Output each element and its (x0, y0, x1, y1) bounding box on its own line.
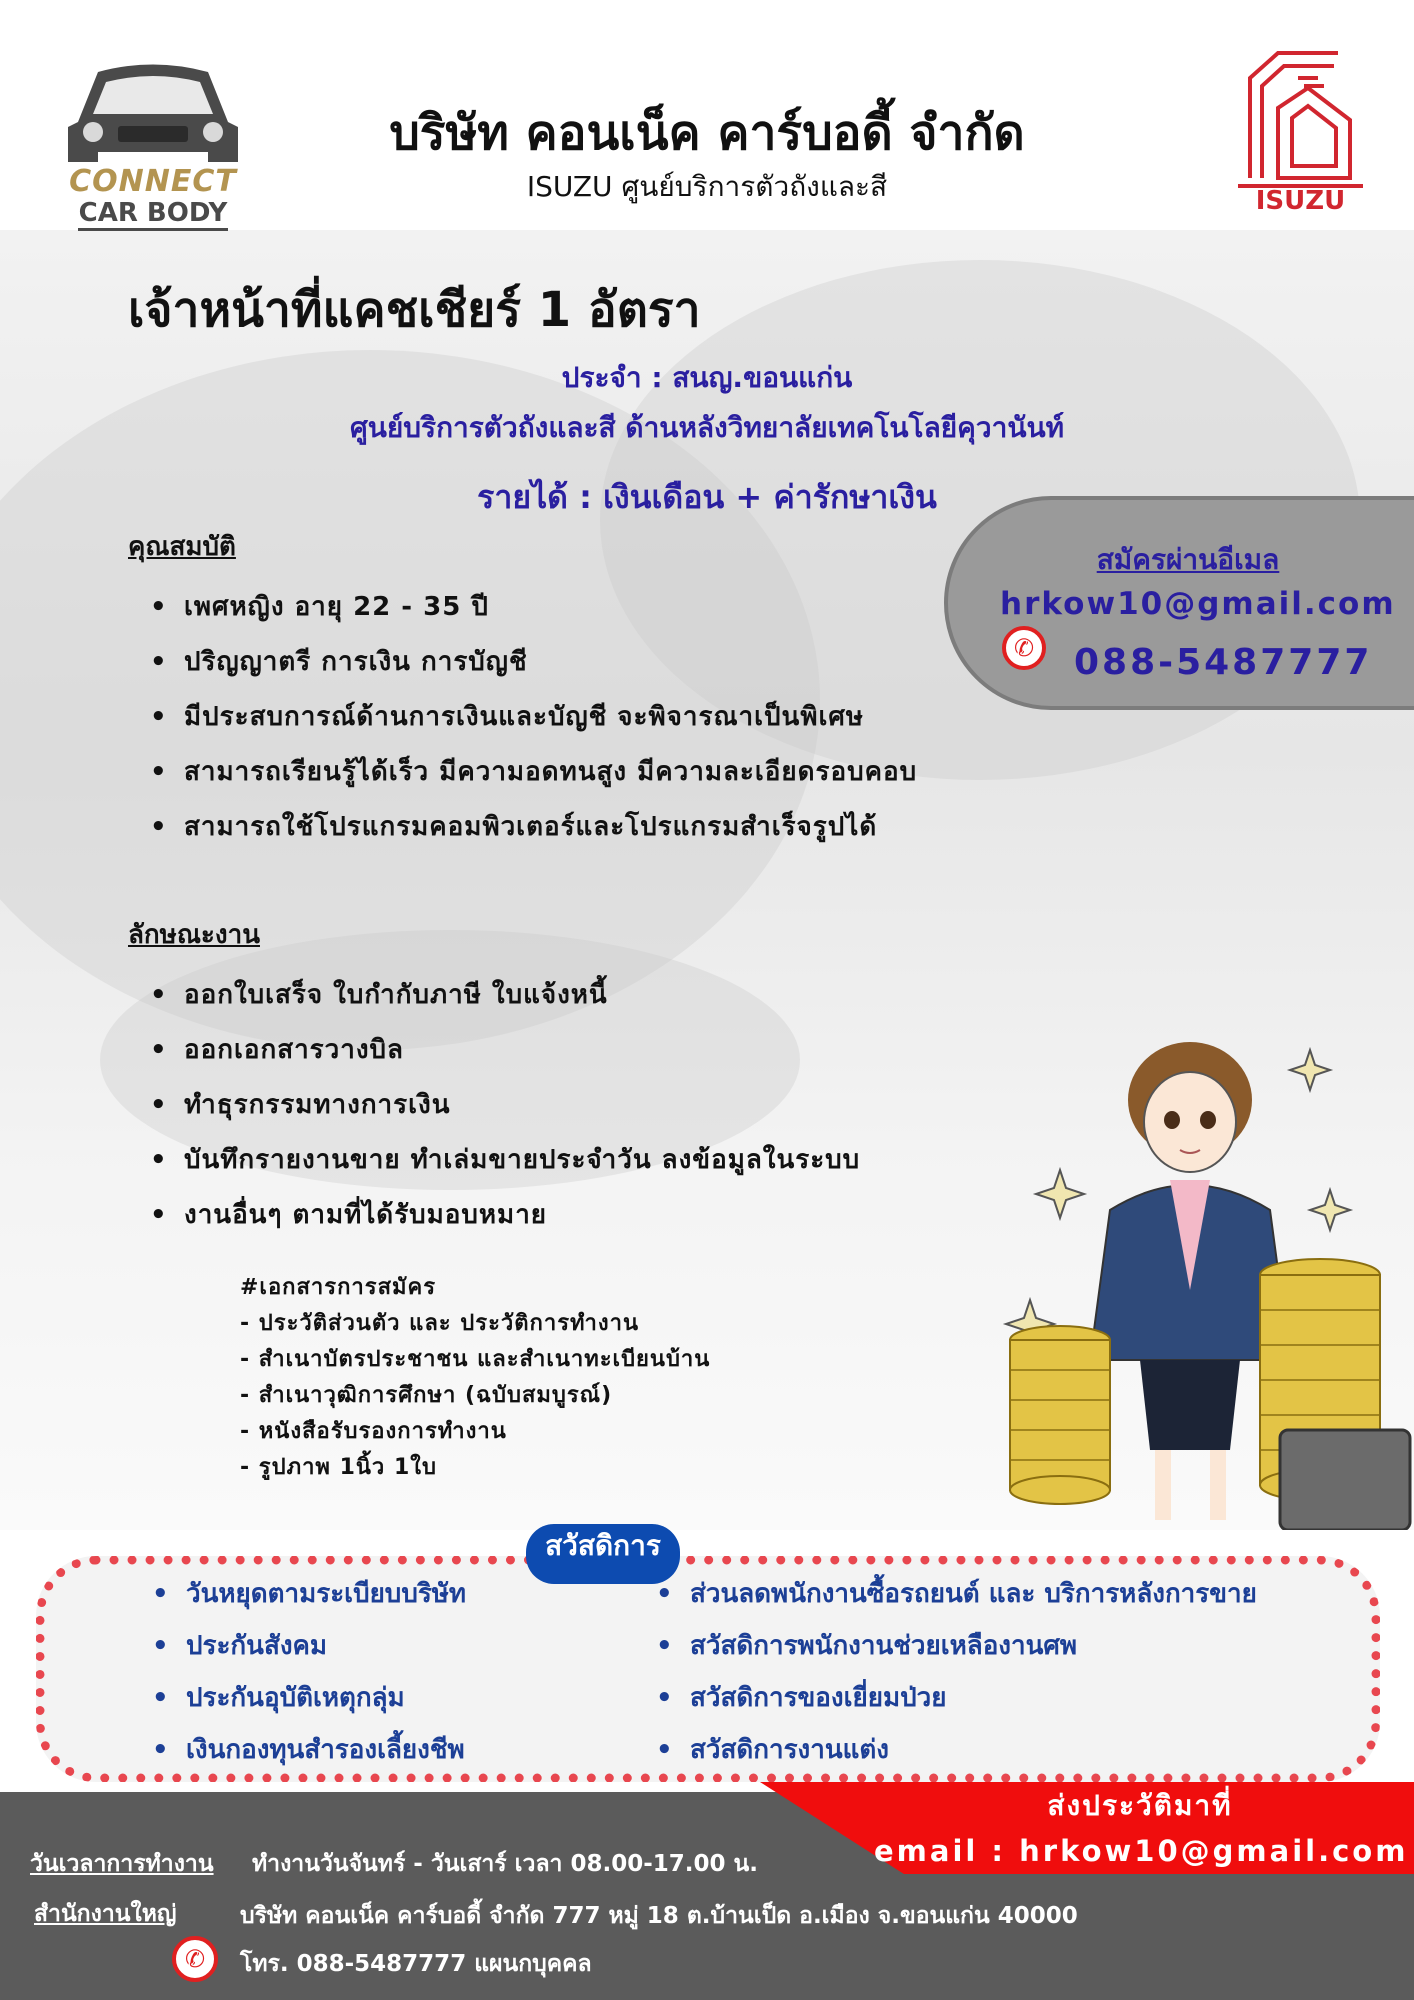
footer-phone[interactable]: โทร. 088-5487777 แผนกบุคคล (240, 1951, 592, 1977)
document-item: - สำเนาวุฒิการศึกษา (ฉบับสมบูรณ์) (240, 1383, 613, 1408)
list-item: • เงินกองทุนสำรองเลี้ยงชีพ (130, 1724, 466, 1776)
cashier-illustration (990, 1030, 1414, 1530)
qualifications-list (128, 580, 917, 855)
list-item: • สามารถเรียนรู้ได้เร็ว มีความอดทนสูง มีความละเอียดรอบคอบ (128, 745, 917, 800)
duties-list (128, 968, 860, 1243)
apply-email-link[interactable]: hrkow10@gmail.com (1000, 586, 1396, 622)
list-item: • ประกันสังคม (130, 1620, 466, 1672)
qualifications-heading: คุณสมบัติ (128, 532, 236, 562)
company-subtitle: ISUZU ศูนย์บริการตัวถังและสี (526, 170, 888, 203)
list-item: • เพศหญิง อายุ 22 - 35 ปี (128, 580, 917, 635)
logo-text-connect: CONNECT (69, 164, 237, 199)
company-name: บริษัท คอนเน็ค คาร์บอดี้ จำกัด (389, 105, 1025, 161)
document-item: - หนังสือรับรองการทำงาน (240, 1419, 507, 1444)
list-item: • ทำธุรกรรมทางการเงิน (128, 1078, 860, 1133)
list-item: • ปริญญาตรี การเงิน การบัญชี (128, 635, 917, 690)
list-item: • บันทึกรายงานขาย ทำเล่มขายประจำวัน ลงข้อมูลในระบบ (128, 1133, 860, 1188)
list-item: • สวัสดิการงานแต่ง (634, 1724, 1257, 1776)
list-item: • สามารถใช้โปรแกรมคอมพิวเตอร์และโปรแกรมสำเร็จรูปได้ (128, 800, 917, 855)
working-hours-label: วันเวลาการทำงาน (30, 1851, 214, 1877)
list-item: • ประกันอุบัติเหตุกลุ่ม (130, 1672, 466, 1724)
isuzu-logo (1238, 48, 1363, 218)
job-title: เจ้าหน้าที่แคชเชียร์ 1 อัตรา (128, 282, 701, 338)
apply-phone[interactable]: 088-5487777 (1074, 642, 1373, 683)
list-item: • สวัสดิการของเยี่ยมป่วย (634, 1672, 1257, 1724)
list-item: • งานอื่นๆ ตามที่ได้รับมอบหมาย (128, 1188, 860, 1243)
job-income: รายได้ : เงินเดือน + ค่ารักษาเงิน (477, 478, 937, 516)
isuzu-wordmark: ISUZU (1255, 186, 1346, 216)
job-location: ประจำ : สนญ.ขอนแก่น (561, 361, 853, 394)
head-office-label: สำนักงานใหญ่ (34, 1901, 177, 1927)
logo-text-car-body: CAR BODY (78, 198, 228, 231)
benefits-right-list (634, 1568, 1257, 1776)
list-item: • ออกเอกสารวางบิล (128, 1023, 860, 1078)
documents-heading: #เอกสารการสมัคร (240, 1275, 437, 1300)
list-item: • วันหยุดตามระเบียบบริษัท (130, 1568, 466, 1620)
document-item: - สำเนาบัตรประชาชน และสำเนาทะเบียนบ้าน (240, 1347, 711, 1372)
benefits-left-list (130, 1568, 466, 1776)
head-office-address: บริษัท คอนเน็ค คาร์บอดี้ จำกัด 777 หมู่ 18 ต.บ้านเป็ด อ.เมือง จ.ขอนแก่น 40000 (240, 1903, 1078, 1929)
isuzu-emblem-icon (1238, 48, 1363, 188)
benefits-heading: สวัสดิการ (526, 1524, 680, 1584)
list-item: • ออกใบเสร็จ ใบกำกับภาษี ใบแจ้งหนี้ (128, 968, 860, 1023)
list-item: • ส่วนลดพนักงานซื้อรถยนต์ และ บริการหลังการขาย (634, 1568, 1257, 1620)
documents-block (240, 1270, 710, 1486)
apply-heading: สมัครผ่านอีเมล (1096, 543, 1280, 576)
document-item: - รูปภาพ 1นิ้ว 1ใบ (240, 1455, 437, 1480)
phone-icon: ✆ (172, 1936, 218, 1982)
send-resume-email[interactable]: email : hrkow10@gmail.com (874, 1834, 1409, 1868)
list-item: • มีประสบการณ์ด้านการเงินและบัญชี จะพิจารณาเป็นพิเศษ (128, 690, 917, 745)
duties-heading: ลักษณะงาน (128, 920, 260, 950)
phone-icon: ✆ (1002, 626, 1046, 670)
job-branch: ศูนย์บริการตัวถังและสี ด้านหลังวิทยาลัยเทคโนโลยีคุวานันท์ (349, 411, 1065, 444)
working-hours: ทำงานวันจันทร์ - วันเสาร์ เวลา 08.00-17.00 น. (252, 1851, 758, 1877)
list-item: • สวัสดิการพนักงานช่วยเหลืองานศพ (634, 1620, 1257, 1672)
document-item: - ประวัติส่วนตัว และ ประวัติการทำงาน (240, 1311, 640, 1336)
send-resume-heading: ส่งประวัติมาที่ (1047, 1789, 1233, 1822)
apply-box (944, 496, 1414, 710)
